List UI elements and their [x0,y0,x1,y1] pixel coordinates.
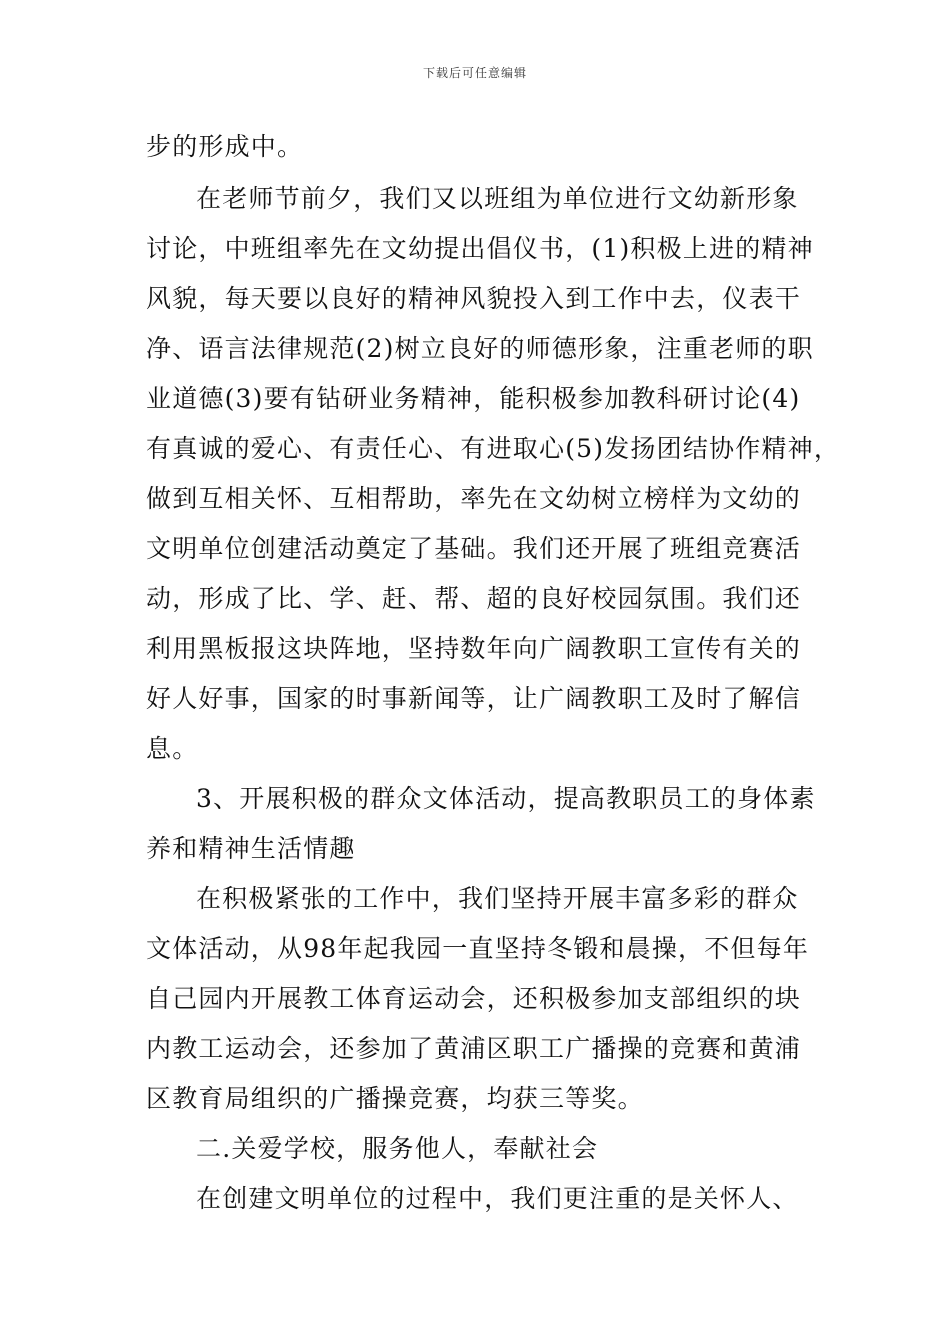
text-line: 在创建文明单位的过程中，我们更注重的是关怀人、 [196,1184,799,1213]
text-line: 有真诚的爱心、有责任心、有进取心(5)发扬团结协作精神， [146,434,841,463]
section-heading: 3、开展积极的群众文体活动，提高教职员工的身体素 [196,784,816,813]
text-line: 区教育局组织的广播操竞赛，均获三等奖。 [146,1084,644,1113]
section-heading: 二.关爱学校，服务他人，奉献社会 [196,1134,599,1163]
text-line: 自己园内开展教工体育运动会，还积极参加支部组织的块 [146,984,802,1013]
text-line: 在老师节前夕，我们又以班组为单位进行文幼新形象 [196,184,799,213]
text-line: 利用黑板报这块阵地，坚持数年向广阔教职工宣传有关的 [146,634,802,663]
text-line: 好人好事，国家的时事新闻等，让广阔教职工及时了解信 [146,684,802,713]
text-line: 文明单位创建活动奠定了基础。我们还开展了班组竞赛活 [146,534,802,563]
section-heading-continued: 养和精神生活情趣 [146,834,356,863]
text-line: 做到互相关怀、互相帮助，率先在文幼树立榜样为文幼的 [146,484,802,513]
text-line: 文体活动，从98年起我园一直坚持冬锻和晨操，不但每年 [146,934,810,963]
text-line: 净、语言法律规范(2)树立良好的师德形象，注重老师的职 [146,334,814,363]
text-line: 业道德(3)要有钻研业务精神，能积极参加教科研讨论(4) [146,384,801,413]
text-line: 在积极紧张的工作中，我们坚持开展丰富多彩的群众 [196,884,799,913]
text-line: 动，形成了比、学、赶、帮、超的良好校园氛围。我们还 [146,584,802,613]
page-header: 下载后可任意编辑 [422,66,527,80]
text-line: 讨论，中班组率先在文幼提出倡仪书，(1)积极上进的精神 [146,234,814,263]
text-line: 内教工运动会，还参加了黄浦区职工广播操的竞赛和黄浦 [146,1034,802,1063]
text-line: 风貌，每天要以良好的精神风貌投入到工作中去，仪表干 [146,284,802,313]
text-line: 步的形成中。 [146,132,304,161]
text-line: 息。 [146,734,199,763]
